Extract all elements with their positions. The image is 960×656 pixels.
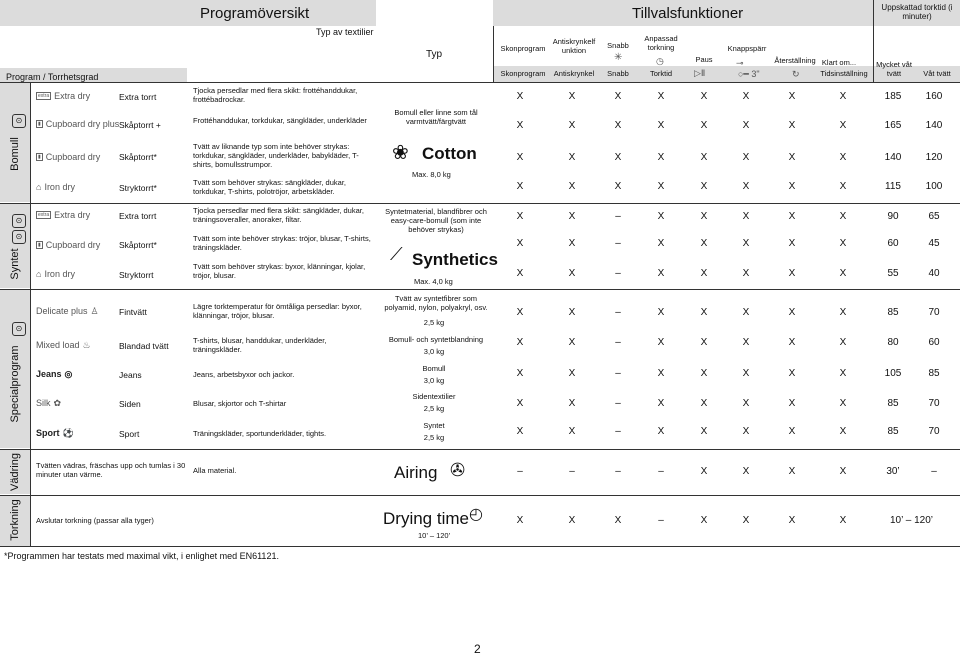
program-desc: Jeans, arbetsbyxor och jackor.: [193, 370, 295, 379]
option-cell: X: [742, 268, 750, 279]
time-cell: 70: [928, 398, 940, 409]
header-typ-av-textilier: Typ av textilier: [316, 27, 374, 37]
cotton-logo: Cotton: [422, 144, 477, 163]
header-program-torrhet: Program / Torrhetsgrad: [6, 72, 99, 82]
option-cell: X: [700, 337, 708, 348]
program-name: Blandad tvätt: [119, 341, 169, 351]
option-cell: X: [788, 515, 796, 526]
option-cell: X: [839, 181, 847, 192]
option-cell: X: [839, 426, 847, 437]
header-tillval: Tillvalsfunktioner: [632, 5, 744, 22]
time-cell: 185: [884, 91, 902, 102]
option-cell: X: [516, 368, 524, 379]
option-cell: X: [839, 337, 847, 348]
option-cell: X: [516, 238, 524, 249]
option-cell: –: [569, 466, 575, 477]
option-cell: –: [615, 337, 621, 348]
type-sport-kg: 2,5 kg: [423, 433, 445, 442]
option-cell: –: [615, 398, 621, 409]
option-cell: –: [615, 466, 621, 477]
time-cell: 90: [887, 211, 899, 222]
option-cell: X: [568, 307, 576, 318]
type-delicate-kg: 2,5 kg: [423, 318, 445, 327]
torkning-range: 10’ – 120’: [418, 531, 451, 540]
option-cell: X: [700, 466, 708, 477]
option-cell: X: [516, 398, 524, 409]
time-cell: 40: [928, 268, 940, 279]
option-cell: X: [568, 91, 576, 102]
time-cell: 10’ – 120’: [890, 515, 933, 526]
option-cell: X: [700, 211, 708, 222]
option-cell: X: [700, 515, 708, 526]
footnote: *Programmen har testats med maximal vikt, i enlighet med EN61121.: [4, 551, 279, 561]
opt-sub-0: Skonprogram: [500, 69, 546, 78]
group-vadring: Vädring: [9, 453, 21, 491]
opt-head-6: Återställning: [774, 56, 816, 65]
option-cell: X: [742, 211, 750, 222]
option-cell: –: [658, 515, 664, 526]
program-desc: Tvätt som behöver strykas: sängkläder, dukar, torkdukar, T-shirts, polotröjor, arbetskläder.: [193, 178, 346, 196]
airing-logo: Airing: [394, 463, 438, 482]
opt-head-0: Skonprogram: [500, 44, 546, 53]
option-cell: X: [788, 307, 796, 318]
option-cell: X: [839, 515, 847, 526]
program-name: Extra torrt: [119, 211, 157, 221]
opt-head-7: Klart om...: [821, 58, 857, 67]
option-cell: X: [657, 426, 665, 437]
key-lock-icon: ○━ 3": [738, 69, 760, 79]
type-mixed-kg: 3,0 kg: [423, 347, 445, 356]
time-head-0: Mycket våt tvätt: [876, 60, 912, 78]
option-cell: –: [615, 268, 621, 279]
program-name: Jeans: [119, 370, 142, 380]
time-cell: 160: [925, 91, 943, 102]
option-cell: X: [742, 238, 750, 249]
option-cell: X: [568, 120, 576, 131]
type-syntet: Syntetmaterial, blandfibrer och easy-care-bomull (som inte behöver strykas): [385, 207, 487, 234]
option-cell: –: [658, 466, 664, 477]
opt-head-3: Anpassad torkning: [644, 34, 678, 52]
program-icon: Silk ✿: [36, 397, 62, 408]
option-cell: X: [700, 152, 708, 163]
option-cell: X: [657, 268, 665, 279]
program-desc: Blusar, skjortor och T-shirtar: [193, 399, 287, 408]
option-cell: X: [516, 152, 524, 163]
option-cell: X: [568, 152, 576, 163]
option-cell: X: [657, 398, 665, 409]
option-cell: X: [614, 181, 622, 192]
type-bomull: Bomull eller linne som tål varmtvätt/färgtvätt: [394, 108, 478, 126]
group-torkning: Torkning: [9, 499, 21, 541]
option-cell: X: [700, 91, 708, 102]
option-cell: X: [657, 211, 665, 222]
group-bomull: Bomull: [9, 137, 21, 171]
option-cell: X: [516, 515, 524, 526]
time-head-1: Våt tvätt: [923, 69, 951, 78]
program-desc: Träningskläder, sportunderkläder, tights.: [193, 429, 327, 438]
option-cell: X: [568, 211, 576, 222]
option-cell: X: [742, 337, 750, 348]
option-cell: X: [700, 268, 708, 279]
time-cell: 65: [928, 211, 940, 222]
option-cell: X: [788, 238, 796, 249]
option-cell: X: [657, 91, 665, 102]
option-cell: –: [517, 466, 523, 477]
header-title: Programöversikt: [200, 5, 310, 22]
time-cell: 80: [887, 337, 899, 348]
time-cell: 60: [928, 337, 940, 348]
time-cell: 60: [887, 238, 899, 249]
time-cell: 45: [928, 238, 940, 249]
program-icon: Delicate plus ♙: [36, 305, 99, 316]
time-cell: 30’: [886, 466, 900, 477]
time-cell: 85: [887, 398, 899, 409]
opt-head-1: Antiskrynkelf unktion: [552, 37, 596, 55]
option-cell: X: [742, 120, 750, 131]
option-cell: X: [516, 91, 524, 102]
option-cell: X: [788, 337, 796, 348]
time-cell: 55: [887, 268, 899, 279]
header-uppskattad: Uppskattad torktid (i minuter): [881, 3, 953, 21]
time-cell: 115: [885, 181, 901, 192]
time-cell: 85: [887, 426, 899, 437]
option-cell: X: [568, 398, 576, 409]
timer-icon: ◴: [469, 506, 483, 523]
option-cell: X: [839, 152, 847, 163]
dial-icon: ⊙: [12, 114, 26, 128]
program-icon: ▮ Cupboard dry: [38, 240, 101, 250]
reset-icon: ↻: [792, 69, 800, 79]
opt-sub-3: Torktid: [649, 69, 673, 78]
vadring-desc: Tvätten vädras, fräschas upp och tumlas i 30 minuter utan värme.: [36, 461, 186, 479]
pause-icon: ▷Ⅱ: [694, 68, 706, 78]
option-cell: X: [516, 337, 524, 348]
option-cell: X: [568, 337, 576, 348]
program-name: Skåptorrt*: [119, 152, 157, 162]
type-bomull-max: Max. 8,0 kg: [412, 170, 451, 179]
type-silk-kg: 2,5 kg: [423, 404, 445, 413]
type-sport: Syntet: [423, 421, 445, 430]
program-name: Siden: [119, 399, 141, 409]
torkning-desc: Avslutar torkning (passar alla tyger): [36, 516, 154, 525]
program-icon: ▮ Cupboard dry: [38, 152, 101, 162]
program-icon: Mixed load ♨: [36, 339, 91, 350]
option-cell: X: [839, 91, 847, 102]
option-cell: X: [700, 426, 708, 437]
time-cell: 70: [928, 426, 940, 437]
option-cell: X: [700, 398, 708, 409]
time-cell: 140: [884, 152, 902, 163]
option-cell: X: [516, 426, 524, 437]
option-cell: X: [788, 181, 796, 192]
program-name: Stryktorrt*: [119, 183, 157, 193]
option-cell: X: [788, 91, 796, 102]
option-cell: X: [657, 307, 665, 318]
option-cell: X: [516, 211, 524, 222]
option-cell: –: [615, 211, 621, 222]
opt-head-5: Knappspärr: [727, 44, 767, 53]
program-name: Sport: [119, 429, 140, 439]
program-desc: Lägre torktemperatur för ömtåliga persedlar: byxor, klänningar, tröjor, blusar.: [193, 302, 362, 320]
program-icon: Jeans ◎: [36, 368, 73, 379]
option-cell: –: [615, 307, 621, 318]
option-cell: X: [742, 466, 750, 477]
option-cell: X: [568, 515, 576, 526]
time-cell: 100: [925, 181, 943, 192]
option-cell: X: [700, 181, 708, 192]
option-cell: X: [568, 238, 576, 249]
program-icon: ⌂ Iron dry: [36, 269, 75, 279]
type-jeans-kg: 3,0 kg: [423, 376, 445, 385]
type-silk: Sidentextilier: [412, 392, 456, 401]
fan-icon: ✇: [450, 460, 466, 480]
synthetics-logo: Synthetics: [412, 250, 498, 269]
program-name: Skåptorrt +: [119, 120, 161, 130]
option-cell: X: [657, 337, 665, 348]
option-cell: X: [839, 120, 847, 131]
option-cell: X: [614, 120, 622, 131]
option-cell: X: [742, 91, 750, 102]
option-cell: X: [788, 466, 796, 477]
time-cell: 105: [884, 368, 902, 379]
option-cell: X: [516, 120, 524, 131]
option-cell: X: [568, 426, 576, 437]
cotton-icon: ❀: [392, 142, 409, 164]
time-cell: 140: [925, 120, 943, 131]
dial-icon: ⊙: [12, 322, 26, 336]
group-syntet: Syntet: [9, 248, 21, 280]
program-name: Skåptorrt*: [119, 240, 157, 250]
program-desc: T-shirts, blusar, handdukar, underkläder, träningskläder.: [193, 336, 327, 354]
option-cell: X: [742, 515, 750, 526]
program-desc: Frottéhanddukar, torkdukar, sängkläder, underkläder: [193, 116, 367, 125]
program-desc: Tjocka persedlar med flera skikt: sängkläder, dukar, träningsoveraller, anoraker, filtar.: [193, 206, 364, 224]
option-cell: X: [742, 181, 750, 192]
option-cell: X: [742, 152, 750, 163]
vadring-type-desc: Alla material.: [193, 466, 237, 475]
option-cell: X: [614, 515, 622, 526]
key-icon: ⊸: [736, 58, 744, 68]
option-cell: X: [839, 466, 847, 477]
time-cell: 70: [928, 307, 940, 318]
option-cell: X: [657, 368, 665, 379]
header-typ: Typ: [426, 49, 443, 60]
opt-head-2: Snabb: [607, 41, 629, 50]
program-icon: ▮ Cupboard dry plus: [38, 119, 120, 129]
option-cell: X: [657, 120, 665, 131]
option-cell: X: [614, 152, 622, 163]
clock-icon: ◷: [656, 56, 664, 66]
option-cell: –: [615, 368, 621, 379]
option-cell: X: [788, 211, 796, 222]
time-cell: –: [931, 466, 937, 477]
option-cell: X: [788, 120, 796, 131]
type-syntet-max: Max. 4,0 kg: [414, 277, 453, 286]
option-cell: X: [742, 398, 750, 409]
option-cell: X: [788, 398, 796, 409]
type-delicate: Tvätt av syntetfibrer som polyamid, nylon, polyakryl, osv.: [384, 294, 488, 312]
program-icon: ⌂ Iron dry: [36, 182, 75, 192]
option-cell: X: [788, 426, 796, 437]
dial-icon: ⊙: [12, 214, 26, 228]
program-desc: Tjocka persedlar med flera skikt: frottéhanddukar, frottébadrockar.: [193, 86, 358, 104]
program-icon: extra Extra dry: [38, 91, 91, 101]
option-cell: X: [700, 120, 708, 131]
program-name: Stryktorrt: [119, 270, 154, 280]
option-cell: X: [839, 398, 847, 409]
option-cell: X: [516, 181, 524, 192]
option-cell: X: [839, 368, 847, 379]
type-jeans: Bomull: [422, 364, 446, 373]
group-special: Specialprogram: [9, 345, 21, 423]
option-cell: X: [788, 368, 796, 379]
snowflake-icon: ✳: [614, 52, 623, 63]
program-icon: Sport ⚽: [36, 427, 74, 438]
option-cell: X: [700, 368, 708, 379]
option-cell: X: [614, 91, 622, 102]
option-cell: X: [700, 307, 708, 318]
option-cell: X: [742, 307, 750, 318]
program-desc: Tvätt av liknande typ som inte behöver strykas: torkdukar, sängkläder, underkläder, babykläder, T-shirts, bomullsstrumpor.: [193, 142, 359, 169]
program-name: Extra torrt: [119, 92, 157, 102]
opt-sub-7: Tidsinställning: [820, 69, 868, 78]
option-cell: X: [839, 238, 847, 249]
program-desc: Tvätt som behöver strykas: byxor, klänningar, kjolar, tröjor, blusar.: [193, 262, 366, 280]
option-cell: X: [657, 238, 665, 249]
type-mixed: Bomull- och syntetblandning: [388, 335, 484, 344]
time-cell: 85: [887, 307, 899, 318]
option-cell: X: [839, 211, 847, 222]
opt-sub-1: Antiskrynkel: [553, 69, 595, 78]
option-cell: X: [742, 426, 750, 437]
option-cell: X: [742, 368, 750, 379]
option-cell: X: [788, 268, 796, 279]
option-cell: X: [516, 268, 524, 279]
program-name: Fintvätt: [119, 307, 147, 317]
program-icon: extra Extra dry: [38, 210, 91, 220]
option-cell: X: [516, 307, 524, 318]
option-cell: X: [568, 268, 576, 279]
drying-time-logo: Drying time: [383, 509, 469, 528]
option-cell: X: [839, 307, 847, 318]
option-cell: X: [568, 181, 576, 192]
option-cell: X: [657, 152, 665, 163]
option-cell: –: [615, 426, 621, 437]
page-number: 2: [474, 642, 481, 656]
time-cell: 85: [928, 368, 940, 379]
option-cell: X: [568, 368, 576, 379]
option-cell: X: [788, 152, 796, 163]
synthetics-icon: ⟋: [390, 244, 403, 264]
program-desc: Tvätt som inte behöver strykas: tröjor, blusar, T-shirts, träningskläder.: [193, 234, 371, 252]
option-cell: X: [839, 268, 847, 279]
option-cell: X: [700, 238, 708, 249]
option-cell: X: [657, 181, 665, 192]
dial-icon: ⊙: [12, 230, 26, 244]
option-cell: –: [615, 238, 621, 249]
time-cell: 120: [925, 152, 943, 163]
time-cell: 165: [884, 120, 902, 131]
opt-head-4: Paus: [695, 55, 713, 64]
opt-sub-2: Snabb: [607, 69, 629, 78]
